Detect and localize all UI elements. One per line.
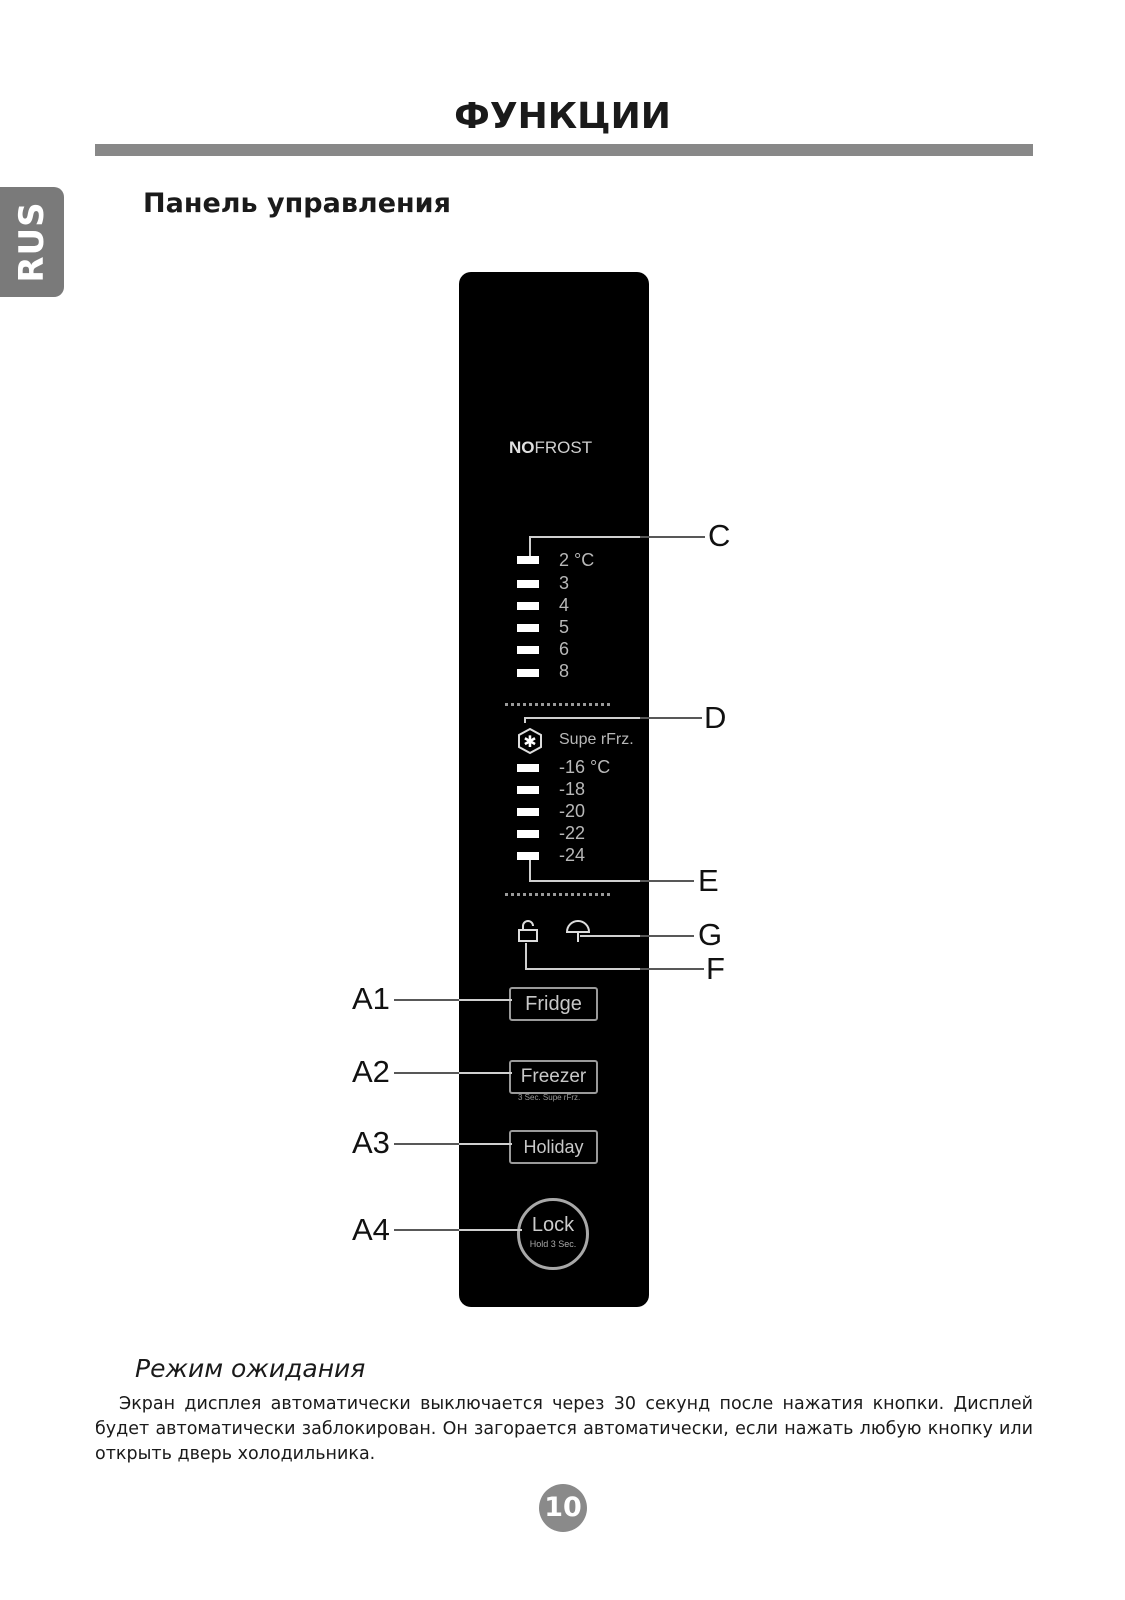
callout-label-d: D [704, 700, 727, 735]
callout-label-c: C [708, 518, 731, 553]
standby-text: Экран дисплея автоматически выключается через 30 секунд после нажатия кнопки. Дисплей будет автоматически заблокирован. Он загорается автоматически, если нажать любую кнопку или открыть дверь холодильника. [95, 1394, 1033, 1464]
lock-button-hint: Hold 3 Sec. [529, 1239, 577, 1249]
standby-paragraph [95, 1392, 1033, 1467]
fridge-temp-label: 8 [559, 661, 570, 681]
callout-line-c [530, 537, 705, 556]
page-number: 10 [539, 1484, 587, 1532]
callout-label-a2: A2 [352, 1054, 390, 1089]
fridge-temp-label: 5 [559, 617, 570, 637]
freezer-temp-label: -18 [559, 779, 586, 799]
callout-line-f [526, 943, 704, 969]
freezer-temp-label: -22 [559, 823, 586, 843]
freezer-temp-label: -16 °C [559, 757, 611, 777]
callout-label-e: E [698, 863, 719, 898]
freezer-button[interactable]: Freezer [509, 1060, 598, 1094]
callout-label-a3: A3 [352, 1125, 390, 1160]
freezer-temp-label: -24 [559, 845, 586, 865]
callout-label-a1: A1 [352, 981, 390, 1016]
page-title: ФУНКЦИИ [454, 96, 671, 137]
callout-line-d [525, 718, 702, 723]
standby-heading: Режим ожидания [135, 1354, 366, 1383]
freezer-temp-label: -20 [559, 801, 586, 821]
freezer-button-hint: 3 Sec. Supe rFrz. [518, 1093, 581, 1102]
brand-bold: NO [509, 438, 535, 457]
language-label: RUS [12, 201, 52, 283]
fridge-temp-label: 2 °C [559, 550, 595, 570]
fridge-button[interactable]: Fridge [509, 987, 598, 1021]
svg-text:✱: ✱ [523, 732, 537, 751]
section-subtitle: Панель управления [143, 188, 451, 219]
fridge-temp-label: 3 [559, 573, 570, 593]
lock-button-label: Lock [531, 1214, 575, 1236]
fridge-temp-label: 4 [559, 595, 570, 615]
callout-label-a4: A4 [352, 1212, 390, 1247]
fridge-temp-label: 6 [559, 639, 570, 659]
callout-line-e [530, 860, 694, 881]
brand-rest: FROST [534, 438, 593, 457]
callout-label-g: G [698, 917, 723, 952]
holiday-button[interactable]: Holiday [509, 1130, 598, 1164]
super-freeze-label: Supe rFrz. [559, 731, 634, 748]
callout-label-f: F [706, 951, 725, 986]
